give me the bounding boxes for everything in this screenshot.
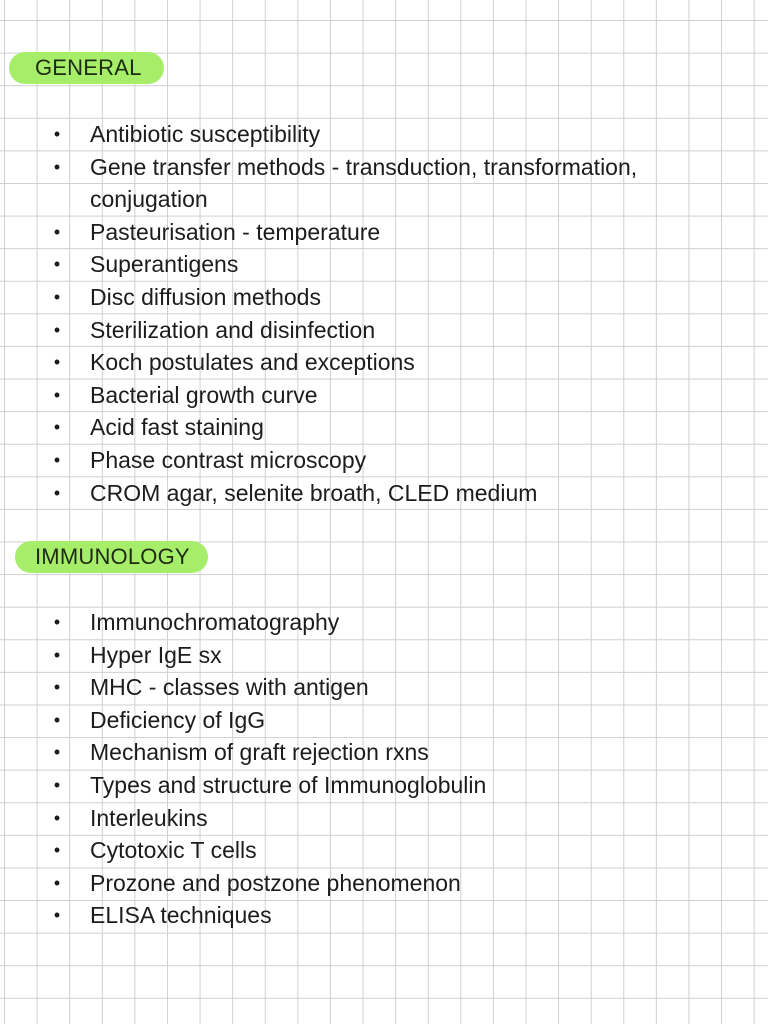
bullet-icon: • [53, 417, 61, 438]
list-item-text: Types and structure of Immunoglobulin [90, 771, 487, 798]
bullet-icon: • [53, 709, 61, 730]
bullet-icon: • [53, 807, 61, 828]
list-item-text: Gene transfer methods - transduction, transformation, conjugation [90, 153, 638, 213]
list-item [0, 248, 768, 281]
list-item-text: CROM agar, selenite broath, CLED medium [90, 479, 538, 506]
list-item-text: Prozone and postzone phenomenon [90, 869, 461, 896]
bullet-icon: • [53, 352, 61, 373]
bullet-icon: • [53, 742, 61, 763]
list-item [0, 736, 768, 769]
list-item [0, 216, 768, 249]
list-item-text: Deficiency of IgG [90, 706, 266, 733]
list-item [0, 639, 768, 672]
bullet-icon: • [53, 612, 61, 632]
list-item-text: Mechanism of graft rejection rxns [90, 739, 429, 766]
bullet-icon: • [53, 384, 61, 405]
bullet-icon: • [53, 254, 61, 275]
list-item [0, 606, 768, 639]
list-item [0, 118, 768, 151]
list-item [0, 899, 768, 932]
list-item [0, 411, 768, 444]
list-item-text: Hyper IgE sx [90, 641, 222, 668]
list-item-text: Koch postulates and exceptions [90, 349, 415, 376]
list-item-text: Superantigens [90, 251, 239, 278]
list-item [0, 769, 768, 802]
section-heading-immunology: IMMUNOLOGY [15, 541, 208, 573]
list-item-text: Immunochromatography [90, 609, 340, 635]
list-item [0, 704, 768, 737]
list-item [0, 281, 768, 314]
bullet-icon: • [53, 286, 61, 307]
list-item-text: Cytotoxic T cells [90, 837, 257, 864]
list-item-text: Interleukins [90, 804, 208, 831]
section-heading-general: GENERAL [9, 52, 164, 84]
bullet-icon: • [53, 905, 61, 926]
list-item-text: ELISA techniques [90, 902, 272, 929]
list-item-text: Phase contrast microscopy [90, 446, 367, 473]
list-item-text: Bacterial growth curve [90, 381, 318, 408]
list-item [0, 802, 768, 835]
list-item-text: MHC - classes with antigen [90, 674, 369, 701]
bullet-icon: • [53, 449, 61, 470]
list-item [0, 346, 768, 379]
list-item-text: Sterilization and disinfection [90, 316, 376, 343]
list-item [0, 671, 768, 704]
bullet-icon: • [53, 156, 61, 177]
list-item-text: Disc diffusion methods [90, 283, 321, 310]
topic-list-immunology [0, 606, 768, 932]
bullet-icon: • [53, 221, 61, 242]
list-item-text: Acid fast staining [90, 414, 264, 441]
list-item-text: Antibiotic susceptibility [90, 121, 321, 147]
list-item [0, 379, 768, 412]
bullet-icon: • [53, 644, 61, 665]
list-item [0, 314, 768, 347]
bullet-icon: • [53, 319, 61, 340]
list-item [0, 151, 768, 216]
list-item-text: Pasteurisation - temperature [90, 218, 381, 245]
list-item [0, 867, 768, 900]
bullet-icon: • [53, 677, 61, 698]
list-item [0, 477, 768, 510]
bullet-icon: • [53, 840, 61, 861]
bullet-icon: • [53, 872, 61, 893]
list-item [0, 834, 768, 867]
list-item [0, 444, 768, 477]
bullet-icon: • [53, 482, 61, 503]
bullet-icon: • [53, 774, 61, 795]
topic-list-general [0, 118, 768, 509]
bullet-icon: • [53, 124, 61, 144]
